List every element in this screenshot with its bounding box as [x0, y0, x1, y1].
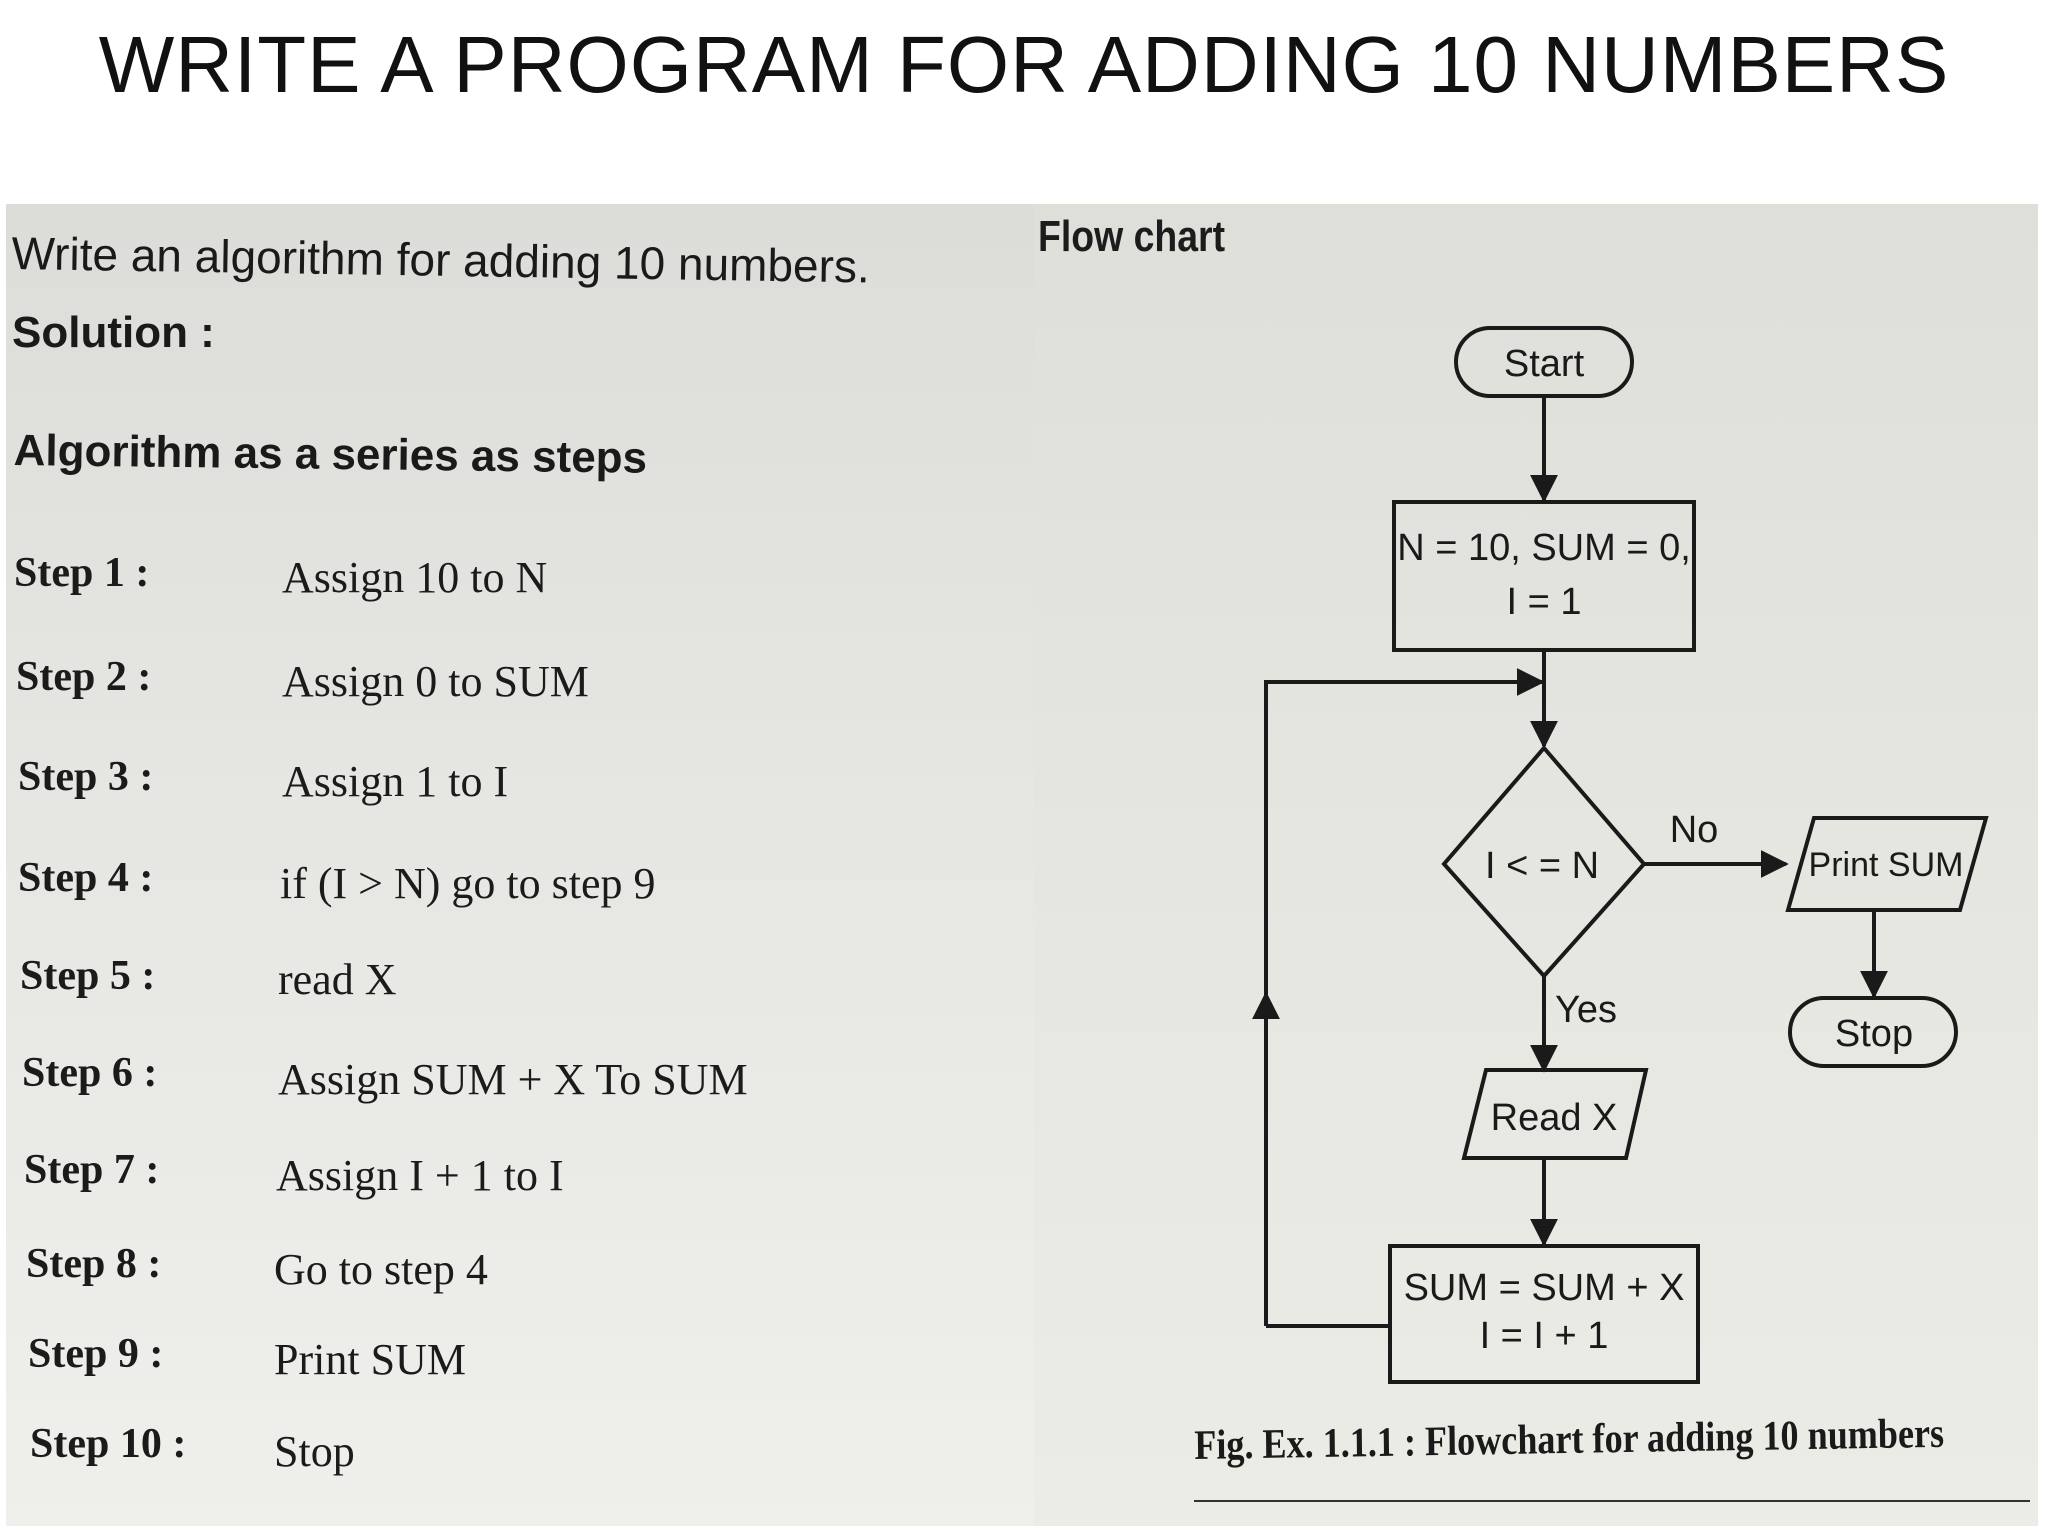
- loop-back-arrow: [1266, 682, 1542, 1326]
- step-text: Assign 1 to I: [282, 757, 509, 806]
- algorithm-heading: Algorithm as a series as steps: [13, 426, 648, 483]
- init-label-line1: N = 10, SUM = 0,: [1397, 527, 1691, 569]
- step-text: Assign SUM + X To SUM: [278, 1055, 748, 1104]
- step-label: Step 3 :: [18, 754, 154, 800]
- step-label: Step 5 :: [20, 953, 156, 999]
- init-label-line2: I = 1: [1506, 581, 1582, 623]
- step-label: Step 1 :: [14, 550, 150, 596]
- flowchart-title: Flow chart: [1038, 212, 1226, 261]
- print-sum-label: Print SUM: [1808, 846, 1964, 884]
- algorithm-page: [6, 204, 1034, 1526]
- caption-rule: [1194, 1500, 2030, 1502]
- step-text: Go to step 4: [274, 1245, 488, 1294]
- decision-label: I < = N: [1484, 845, 1600, 887]
- step-text: Assign 0 to SUM: [282, 657, 589, 706]
- step-label: Step 8 :: [26, 1241, 162, 1287]
- init-process-box: [1394, 502, 1694, 650]
- question-text: Write an algorithm for adding 10 numbers.: [11, 226, 871, 293]
- step-text: if (I > N) go to step 9: [280, 859, 656, 908]
- step-label: Step 9 :: [28, 1331, 164, 1377]
- step-label: Step 6 :: [22, 1050, 158, 1096]
- start-label: Start: [1503, 343, 1585, 385]
- update-label-line1: SUM = SUM + X: [1403, 1267, 1685, 1309]
- update-label-line2: I = I + 1: [1479, 1315, 1609, 1357]
- read-x-label: Read X: [1490, 1097, 1618, 1139]
- step-text: Assign 10 to N: [282, 553, 548, 602]
- step-text: read X: [278, 955, 397, 1004]
- step-label: Step 2 :: [16, 654, 152, 700]
- stop-label: Stop: [1834, 1013, 1914, 1055]
- step-text: Print SUM: [274, 1335, 466, 1384]
- step-text: Stop: [274, 1427, 355, 1476]
- no-label: No: [1669, 809, 1719, 851]
- flowchart-page: [1034, 204, 2038, 1526]
- book-photo: [6, 204, 2038, 1526]
- step-label: Step 4 :: [18, 855, 154, 901]
- step-label: Step 7 :: [24, 1147, 160, 1193]
- flowchart-diagram: [1034, 204, 2038, 1526]
- step-text: Assign I + 1 to I: [276, 1151, 564, 1200]
- figure-caption: Fig. Ex. 1.1.1 : Flowchart for adding 10 numbers: [1194, 1410, 1945, 1469]
- step-label: Step 10 :: [30, 1421, 187, 1467]
- solution-label: Solution :: [12, 308, 215, 357]
- slide-title: WRITE A PROGRAM FOR ADDING 10 NUMBERS: [98, 20, 1950, 109]
- yes-label: Yes: [1555, 989, 1617, 1031]
